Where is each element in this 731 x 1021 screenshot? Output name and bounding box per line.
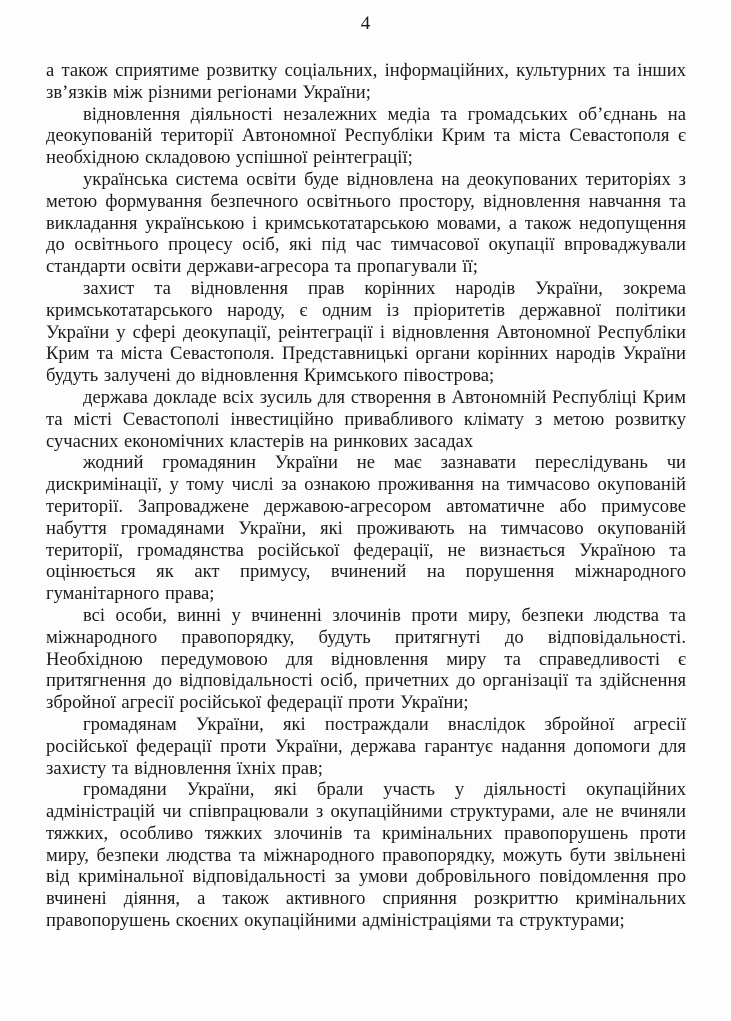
paragraph: держава докладе всіх зусиль для створення в Автономній Республіці Крим та місті Севастополі інвестиційно привабливого клімату з метою розвитку сучасних економічних кластерів на ринкових засадах [46, 386, 686, 452]
paragraph: громадянам України, які постраждали внаслідок збройної агресії російської федерації проти України, держава гарантує надання допомоги для захисту та відновлення їхніх прав; [46, 713, 686, 779]
paragraph: всі особи, винні у вчиненні злочинів проти миру, безпеки людства та міжнародного правопорядку, будуть притягнуті до відповідальності. Необхідною передумовою для відновлення миру та справедливості є притягнення до відповідальності осіб, причетних до організації та здійснення збройної агресії російської федерації проти України; [46, 604, 686, 714]
paragraph: громадяни України, які брали участь у діяльності окупаційних адміністрацій чи співпрацювали з окупаційними структурами, але не вчиняли тяжких, особливо тяжких злочинів та кримінальних правопорушень проти миру, безпеки людства та міжнародного правопорядку, можуть бути звільнені від кримінальної відповідальності за умови добровільного повідомлення про вчинені діяння, а також активного сприяння розкриттю кримінальних правопорушень скоєних окупаційними адміністраціями та структурами; [46, 779, 686, 932]
paragraph-continuation: а також сприятиме розвитку соціальних, інформаційних, культурних та інших зв’язків між різними регіонами України; [46, 60, 686, 103]
paragraph: захист та відновлення прав корінних народів України, зокрема кримськотатарського народу, є одним із пріоритетів державної політики України у сфері деокупації, реінтеграції і відновлення Автономної Республіки Крим та міста Севастополя. Представницькі органи корінних народів України будуть залучені до відновлення Кримського півострова; [46, 277, 686, 387]
page-number: 4 [360, 13, 371, 34]
document-body [46, 60, 686, 932]
paragraph: українська система освіти буде відновлена на деокупованих територіях з метою формування безпечного освітнього простору, відновлення навчання та викладання українською і кримськотатарською мовами, а також недопущення до освітнього процесу осіб, які під час тимчасової окупації впроваджували стандарти освіти держави-агресора та пропагували її; [46, 168, 686, 278]
paragraph: жодний громадянин України не має зазнавати переслідувань чи дискримінації, у тому числі за ознакою проживання на тимчасово окупованій території. Запроваджене державою-агресором автоматичне або примусове набуття громадянами України, які проживають на тимчасово окупованій території, громадянства російської федерації, не визнається Україною та оцінюється як акт примусу, вчинений на порушення міжнародного гуманітарного права; [46, 452, 686, 605]
paragraph: відновлення діяльності незалежних медіа та громадських об’єднань на деокупованій території Автономної Республіки Крим та міста Севастополя є необхідною складовою успішної реінтеграції; [46, 103, 686, 169]
